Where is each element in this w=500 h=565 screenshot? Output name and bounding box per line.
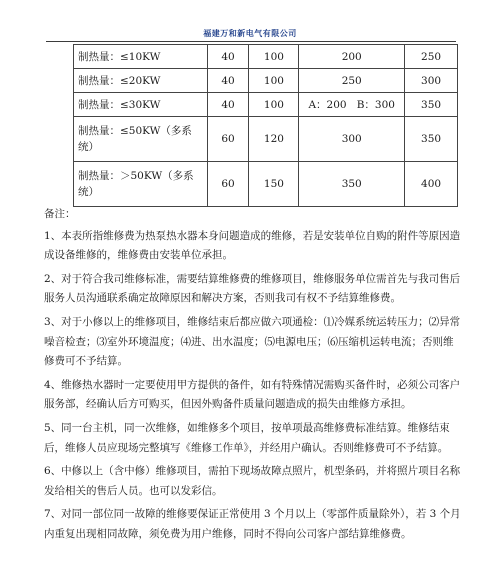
fee-cell: 300 (405, 69, 458, 93)
company-name: 福建万和新电气有限公司 (203, 29, 297, 38)
note-item: 4、维修热水器时一定要使用甲方提供的备件，如有特殊情况需购买备件时，必须公司客户服务部，经确认后方可购买，但因外购备件质量问题造成的损失由维修方承担。 (44, 378, 461, 411)
fee-cell: 40 (207, 93, 249, 117)
note-item: 5、同一台主机，同一次维修，如维修多个项目，按单项最高维修费标准结算。维修结束后，维修人员应现场完整填写《维修工作单》，并经用户确认。否则维修费可不予结算。 (44, 421, 450, 454)
fee-option-b: B：300 (356, 98, 395, 111)
fee-cell: 300 (299, 117, 405, 162)
fee-cell: 350 (299, 162, 405, 207)
notes-section (44, 205, 462, 549)
fee-cell-split (299, 93, 405, 117)
note-item: 6、中修以上（含中修）维修项目，需拍下现场故障点照片，机型条码，并将照片项目名称发给相关的售后人员。也可以发彩信。 (44, 465, 461, 497)
note-item: 3、对于小修以上的维修项目，维修结束后都应做六项通检：⑴冷媒系统运转压力；⑵异常噪音检查；⑶室外环境温度；⑷进、出水温度；⑸电源电压；⑹压缩机运转电流；否则维修费可不予结算。 (44, 315, 461, 368)
fee-cell: 100 (249, 45, 299, 69)
capacity-label: 制热量：＞50KW（多系统） (74, 162, 208, 207)
fee-cell: 350 (405, 93, 458, 117)
capacity-label: 制热量：≤20KW (74, 69, 208, 93)
fee-cell: 400 (405, 162, 458, 207)
table-row (74, 45, 458, 69)
fee-cell: 60 (207, 162, 249, 207)
note-item: 1、本表所指维修费为热泵热水器本身问题造成的维修，若是安装单位自购的附件等原因造成设备维修的，维修费由安装单位承担。 (44, 229, 461, 262)
fee-cell: 40 (207, 69, 249, 93)
fee-cell: 250 (299, 69, 405, 93)
table-row (74, 117, 458, 162)
fee-cell: 350 (405, 117, 458, 162)
note-item: 7、对同一部位同一故障的维修要保证正常使用 3 个月以上（零部件质量除外），若 3 个月内重复出现相同故障，须免费为用户维修，同时不得向公司客户部结算维修费。 (44, 508, 461, 540)
repair-fee-table (73, 44, 458, 207)
table-row (74, 93, 458, 117)
fee-option-a: A：200 (308, 98, 347, 111)
fee-cell: 200 (299, 45, 405, 69)
capacity-label: 制热量：≤30KW (74, 93, 208, 117)
capacity-label: 制热量：≤10KW (74, 45, 208, 69)
header-divider (46, 41, 456, 42)
notes-heading: 备注： (44, 208, 76, 220)
fee-cell: 100 (249, 93, 299, 117)
fee-cell: 250 (405, 45, 458, 69)
fee-cell: 120 (249, 117, 299, 162)
table-row (74, 69, 458, 93)
table-row (74, 162, 458, 207)
fee-cell: 150 (249, 162, 299, 207)
fee-cell: 60 (207, 117, 249, 162)
fee-cell: 40 (207, 45, 249, 69)
fee-cell: 100 (249, 69, 299, 93)
capacity-label: 制热量：≤50KW（多系统） (74, 117, 208, 162)
page-header (0, 0, 500, 40)
note-item: 2、对于符合我司维修标准，需要结算维修费的维修项目，维修服务单位需首先与我司售后服务人员沟通联系确定故障原因和解决方案，否则我司有权不予结算维修费。 (44, 272, 461, 305)
